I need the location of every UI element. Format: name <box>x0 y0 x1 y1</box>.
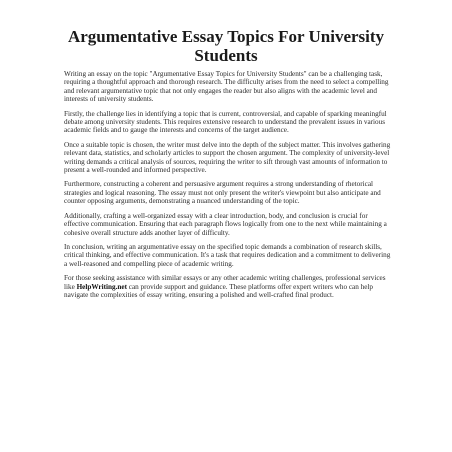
paragraph-argument: Furthermore, constructing a coherent and persuasive argument requires a strong understanding of rhetorical strategies and logical reasoning. The essay must not only present the writer's viewpoint but also anticipate and counter opposing arguments, demonstrating a nuanced understanding of the topic. <box>64 180 381 206</box>
paragraph-intro: Writing an essay on the topic "Argumentative Essay Topics for University Students" can be a challenging task, requiring a thoughtful approach and thorough research. The difficulty arises from the need to select a compelling and relevant argumentative topic that not only engages the reader but also aligns with the academic level and interests of university students. <box>64 70 389 104</box>
assistance-text-after: can provide support and guidance. These platforms offer expert writers who can help navigate the complexities of essay writing, ensuring a polished and well-crafted final product. <box>64 282 373 299</box>
assistance-text-before: For those seeking assistance with similar essays or any other academic writing challenges, professional services like <box>64 274 386 291</box>
paragraph-conclusion: In conclusion, writing an argumentative essay on the specified topic demands a combination of research skills, critical thinking, and effective communication. It's a task that requires dedication and a commitment to delivering a well-reasoned and compelling piece of academic writing. <box>64 242 391 268</box>
paragraph-research: Once a suitable topic is chosen, the writer must delve into the depth of the subject matter. This involves gathering relevant data, statistics, and scholarly articles to support the chosen argument. The complexity of university-level writing demands a critical analysis of sources, requiring the writer to sift through vast amounts of information to present a well-rounded and informed perspective. <box>64 140 391 175</box>
paragraph-topic-selection: Firstly, the challenge lies in identifying a topic that is current, controversial, and capable of sparking meaningful debate among university students. This requires extensive research to understand the prevalent issues in various academic fields and to gauge the interests and concerns of the target audience. <box>64 109 387 135</box>
paragraph-assistance <box>64 274 394 299</box>
paragraph-structure: Additionally, crafting a well-organized essay with a clear introduction, body, and conclusion is crucial for effective communication. Ensuring that each paragraph flows logically from one to the next while maintaining a cohesive overall structure adds another layer of difficulty. <box>64 211 387 237</box>
document-body <box>64 70 394 305</box>
document-title: Argumentative Essay Topics For University Students <box>67 27 385 65</box>
helpwriting-link[interactable]: HelpWriting.net <box>76 282 127 291</box>
